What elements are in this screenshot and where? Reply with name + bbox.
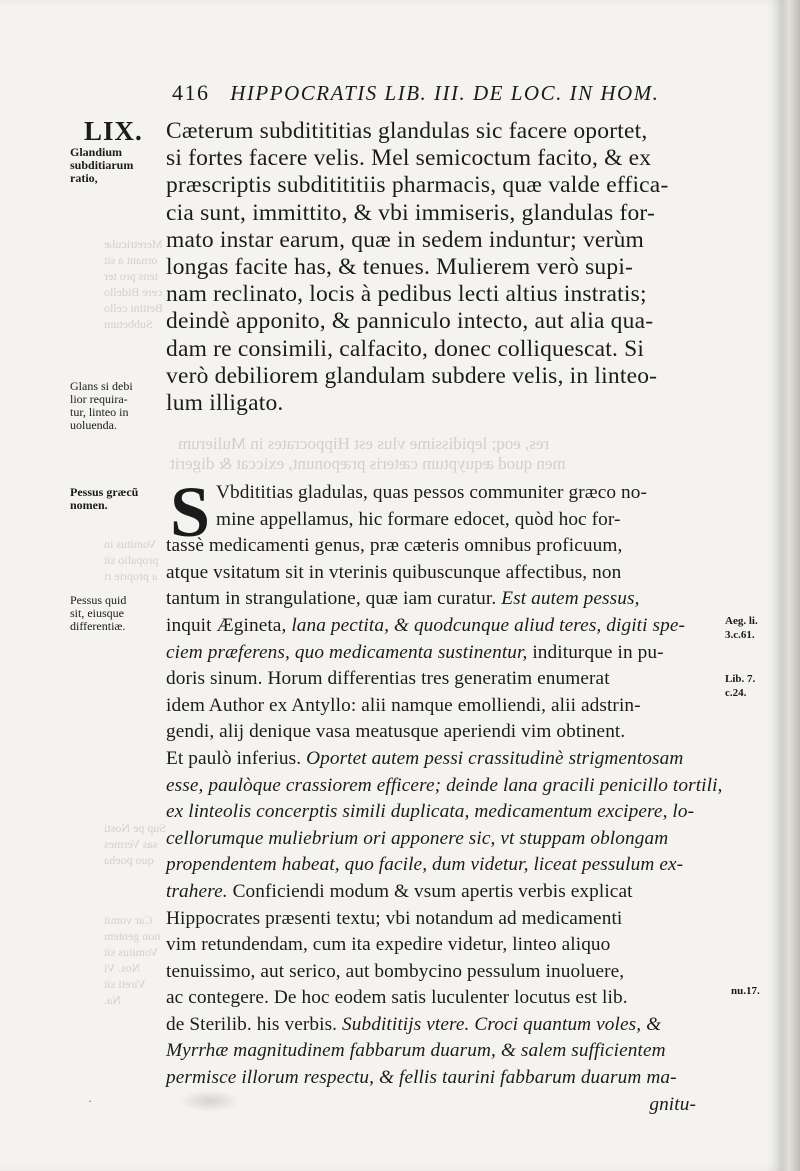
text-line: verò debiliorem glandulam subdere velis, in linteo- <box>166 362 658 389</box>
roman-run: Conficiendi modum & vsum apertis verbis explicat <box>227 880 633 902</box>
margin-ref-line: nu.17. <box>731 985 760 997</box>
roman-run: idem Author ex Antyllo: alii namque emolliendi, alii adstrin- <box>166 694 641 716</box>
text-line: deindè apponito, & panniculo intecto, aut alia qua- <box>166 308 654 335</box>
drop-cap: S <box>170 472 211 552</box>
bleed-through-margin-line: sas Vermes <box>104 837 158 851</box>
margin-note-line: lior requira- <box>70 392 128 406</box>
italic-run: Est autem pessus, <box>501 588 640 610</box>
section-number: LIX. <box>84 116 143 146</box>
bleed-through-margin-line: Na. <box>104 993 121 1007</box>
margin-ref-line: Aeg. li. <box>725 615 758 627</box>
margin-note-glandium <box>70 146 133 185</box>
text-line: mato instar earum, quæ in sedem induntur; verùm <box>166 226 644 253</box>
italic-run: gnitu- <box>649 1093 696 1115</box>
ink-smudge <box>180 1090 240 1112</box>
commentary-line <box>166 1092 726 1119</box>
margin-note-line: Glandium <box>70 145 123 159</box>
commentary-line <box>166 879 726 906</box>
bleed-through-margin-line: Sup pe Nosti <box>104 821 167 835</box>
commentary-line <box>166 613 726 640</box>
text-line: lum illigato. <box>166 390 284 417</box>
roman-run: ac contegere. De hoc eodem satis luculenter locutus est lib. <box>166 987 628 1009</box>
margin-note-line: differentiæ. <box>70 619 126 633</box>
commentary-line <box>166 719 726 746</box>
italic-run: ciem præferens, quo medicamenta sustinentur, <box>166 641 528 663</box>
italic-run: Oportet autem pessi crassitudinè strigmentosam <box>306 747 684 769</box>
roman-run: Vbdititias gladulas, quas pessos communiter græco no- <box>216 482 648 503</box>
italic-run: trahere. <box>166 880 228 902</box>
roman-run: tantum in strangulatione, quæ iam curatur. <box>166 588 502 610</box>
roman-run: Hippocrates præsenti textu; vbi notandum ad medicamenti <box>166 907 623 929</box>
bleed-through-margin-line: Bettini cello <box>104 301 163 315</box>
margin-note-line: ratio, <box>70 171 98 185</box>
bleed-through-margin-line: Meretriculæ <box>104 237 163 251</box>
commentary-line <box>166 586 726 613</box>
running-header <box>172 80 682 106</box>
text-line: Cæterum subditititias glandulas sic facere oportet, <box>166 118 648 144</box>
margin-ref-line: Lib. 7. <box>725 673 756 685</box>
italic-run: lana pectita, & quodcunque aliud teres, digiti spe- <box>291 614 686 636</box>
roman-run: inquit Ægineta, <box>166 614 292 636</box>
commentary-line <box>166 959 726 986</box>
commentary-line <box>166 560 726 587</box>
bleed-through-margin-line: Vomitus sit <box>104 945 159 959</box>
bleed-through-margin-line: cere Bidello <box>104 285 163 299</box>
roman-run: gendi, alij denique vasa meatusque aperiendi vim obtinent. <box>166 721 626 743</box>
margin-ref-nu17 <box>731 984 760 998</box>
page-edge <box>782 0 800 1171</box>
roman-run: Et paulò inferius. <box>166 747 307 769</box>
italic-run: cellorumque muliebrium ori apponere sic, vt stuppam oblongam <box>166 827 669 849</box>
roman-run: inditurque in pu- <box>527 641 664 663</box>
bleed-through-margin-line: Vireti sit <box>104 977 146 991</box>
bleed-through-margin-line: quo poeha <box>104 853 154 867</box>
commentary-line <box>166 666 726 693</box>
margin-ref-aeg <box>725 614 758 642</box>
commentary-line <box>166 906 726 933</box>
roman-run: atque vsitatum sit in vterinis quibuscunque affectibus, non <box>166 561 622 583</box>
text-line: cia sunt, immittito, & vbi immiseris, glandulas for- <box>166 199 656 226</box>
text-line: nam reclinato, locis à pedibus lecti altius instratis; <box>166 281 647 308</box>
text-line: longas facite has, & tenues. Mulierem verò supi- <box>166 254 634 281</box>
italic-run: esse, paulòque crassiorem efficere; deinde lana gracili penicillo tortili, <box>166 774 723 796</box>
text-line: præscriptis subditititiis pharmacis, quæ valde effica- <box>166 172 669 199</box>
bleed-through-margin-line: Car vomit <box>104 913 153 927</box>
italic-run: propendentem habeat, quo facile, dum videtur, liceat pessulum ex- <box>166 854 684 876</box>
commentary-line <box>166 1065 726 1092</box>
margin-note-pessus-quid <box>70 594 126 633</box>
roman-run: mine appellamus, hic formare edocet, quòd hoc for- <box>216 508 621 530</box>
commentary-line <box>166 693 726 720</box>
commentary-line <box>166 985 726 1012</box>
commentary-line <box>166 533 726 560</box>
bleed-through-margin-line: tens pro ter <box>104 269 158 283</box>
commentary-paragraph <box>166 480 726 1118</box>
bleed-through-margin-line: propalio sit <box>104 553 159 567</box>
commentary-line <box>166 480 726 507</box>
margin-note-line: Glans si debi <box>70 379 133 393</box>
commentary-line <box>166 852 726 879</box>
italic-run: Subdititijs vtere. Croci quantum voles, & <box>342 1013 662 1035</box>
running-title: HIPPOCRATIS LIB. III. DE LOC. IN HOM. <box>230 81 660 105</box>
roman-run: tenuissimo, aut serico, aut bombycino pessulum inuoluere, <box>166 960 625 982</box>
roman-run: doris sinum. Horum differentias tres generatim enumerat <box>166 668 610 690</box>
bleed-through-margin-line: ornant a sit <box>104 253 158 267</box>
margin-note-line: sit, eiusque <box>70 606 124 620</box>
bleed-through-margin-line: a proprie ri <box>104 569 158 583</box>
bleed-through-margin-line: non gentem <box>104 929 161 943</box>
bleed-through-margin-line: Subbetum <box>104 317 153 331</box>
commentary-line <box>166 1012 726 1039</box>
roman-run: tassè medicamenti genus, præ cæteris omnibus proficuum, <box>166 535 623 557</box>
commentary-line <box>166 746 726 773</box>
margin-note-line: Pessus græcũ <box>70 485 139 499</box>
commentary-line <box>166 932 726 959</box>
bleed-through-line-1: res, eoq; lepidissime vlus est Hippocrates in Mulierum <box>178 434 550 453</box>
margin-note-pessus-nomen <box>70 486 138 512</box>
margin-note-line: nomen. <box>70 498 108 512</box>
commentary-line <box>166 799 726 826</box>
bleed-through-margin-line: Nos. Vi <box>104 961 141 975</box>
margin-note-line: Pessus quid <box>70 593 127 607</box>
commentary-line <box>166 640 726 667</box>
margin-ref-lib7 <box>725 672 755 700</box>
bleed-through-margin-line: Vomitus in <box>104 537 157 551</box>
commentary-line <box>166 1038 726 1065</box>
roman-run: de Sterilib. his verbis. <box>166 1013 343 1035</box>
margin-note-line: tur, linteo in <box>70 405 129 419</box>
bleed-through-line-2: men quod æquyptum cæteris præponunt, exiccat & digerit <box>170 454 566 473</box>
margin-note-glans <box>70 380 133 432</box>
text-line: dam re consimili, calfacito, donec colliquescat. Si <box>166 335 645 362</box>
italic-run: permisce illorum respectu, & fellis taurini fabbarum duarum ma- <box>166 1067 677 1089</box>
text-line: si fortes facere velis. Mel semicoctum facito, & ex <box>166 145 652 172</box>
commentary-line <box>166 773 726 800</box>
commentary-line <box>166 826 726 853</box>
margin-note-line: subditiarum <box>70 158 134 172</box>
margin-ref-line: 3.c.61. <box>725 629 755 641</box>
commentary-line <box>166 507 726 534</box>
italic-run: ex linteolis concerptis simili duplicata, medicamentum excipere, lo- <box>166 801 695 823</box>
ink-fleck: · <box>88 1094 92 1108</box>
margin-note-line: uoluenda. <box>70 418 117 432</box>
page-number: 416 <box>172 80 210 105</box>
italic-run: Myrrhæ magnitudinem fabbarum duarum, & salem sufficientem <box>166 1040 666 1062</box>
main-text-paragraph-1 <box>166 118 726 417</box>
margin-ref-line: c.24. <box>725 687 747 699</box>
roman-run: vim retundendam, cum ita expedire videtur, linteo aliquo <box>166 934 611 956</box>
